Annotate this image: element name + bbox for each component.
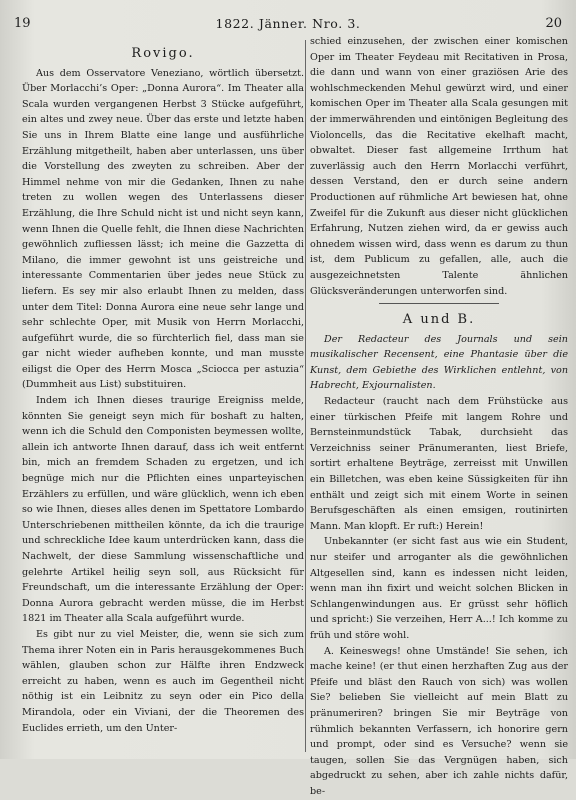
section-divider (379, 303, 499, 304)
right-column (310, 34, 568, 800)
section-heading-rovigo: Rovigo. (131, 46, 195, 61)
dialogue-paragraph: A. Keineswegs! ohne Umstände! Sie sehen, ich mache keine! (er thut einen herzhaften Zug aus der Pfeife und bläst den Rauch von sich) was wollen Sie? belieben Sie vielleicht auf mein Blatt zu pränumeriren? bringen Sie mir Beyträge von rühmlich bekannten Verfassern, ich honorire gern und prompt, oder sind es Versuche? wenn sie taugen, sollen Sie das Vergnügen haben, sich abgedruckt zu sehen, aber ich zahle nichts dafür, be- (310, 645, 568, 797)
left-column (22, 40, 304, 736)
column-divider (305, 40, 306, 752)
page-number-right: 20 (545, 16, 562, 31)
article-paragraph: Es gibt nur zu viel Meister, die, wenn sie sich zum Thema ihrer Noten ein in Paris herausgekommenes Buch wählen, glauben schon zur Hälfte ihren Endzweck erreicht zu haben, wenn es auch im Gegentheil nicht nöthig ist ein Leibnitz zu seyn oder ein Pico della Mirandola, oder ein Viviani, der die Theoremen des Euclides errieth, um den Unter- (22, 628, 304, 734)
dialogue-paragraph: Redacteur (raucht nach dem Frühstücke aus einer türkischen Pfeife mit langem Rohre und Bernsteinmundstück Tabak, durchsieht das Verzeichniss seiner Pränumeranten, liest Briefe, sortirt erhaltene Beyträge, zerreisst mit Unwillen ein Billetchen, was eben keine Süssigkeiten für ihn enthält und zeigt sich mit einem Worte in seinen Berufsgeschäften als einen emsigen, routinirten Mann. Man klopft. Er ruft:) Herein! (310, 396, 568, 532)
issue-header: 1822. Jänner. Nro. 3. (215, 16, 361, 31)
dialogue-paragraph: Unbekannter (er sicht fast aus wie ein Student, nur steifer und arroganter als die gewöhnlichen Altgesellen sind, kann es indessen nicht leiden, wenn man ihn fixirt und weicht solchen Blicken in Schlangenwindungen aus. Er grüsst sehr höflich und spricht:) Sie verzeihen, Herr A...! Ich komme zu früh und störe wohl. (310, 536, 568, 641)
article-intro: Der Redacteur des Journals und sein musikalischer Recensent, eine Phantasie über die Kunst, dem Gebiethe des Wirklichen entlehnt, von Habrecht, Exjournalisten. (310, 333, 568, 392)
article-paragraph-continued: schied einzusehen, der zwischen einer komischen Oper im Theater Feydeau mit Recitativen in Prosa, die dann und wann von einer graziösen Arie des wohlschmeckenden Mehul gewürzt wird, und einer komischen Oper im Theater alla Scala gesungen mit der immerwährenden und eintönigen Begleitung des Violoncells, das die Recitative ekelhaft macht, obwaltet. Dieser fast allgemeine Irrthum hat zuverlässig auch den Herrn Morlacchi verführt, dessen Verstand, den er durch seine andern Productionen auf rühmliche Art bewiesen hat, ohne Zweifel für die Zukunft aus dieser nicht glücklichen Erfahrung, Nutzen ziehen wird, da er gewiss auch ohnedem wissen wird, dass wenn es darum zu thun ist, dem Publicum zu gefallen, alle, auch die ausgezeichnetsten Talente ähnlichen Glücksveränderungen unterworfen sind. (310, 36, 568, 297)
article-paragraph: Aus dem Osservatore Veneziano, wörtlich übersetzt. Über Morlacchi’s Oper: „Donna Aurora“. Im Theater alla Scala wurden vergangenen Herbst 3 Stücke aufgeführt, ein altes und zwey neue. Über das erste und letzte haben Sie uns in Ihrem Blatte eine lange und ausführliche Erzählung mitgetheilt, haben aber unterlassen, uns über die Vorstellung des zweyten zu schreiben. Aber der Himmel nehme von mir die Gedanken, Ihnen zu nahe treten zu wollen wegen des Unterlassens dieser Erzählung, die Ihre Schuld nicht ist und nicht seyn kann, wenn Ihnen die Quelle fehlt, die Ihnen diese Nachrichten gewöhnlich zufliessen lässt; ich meine die Gazzetta di Milano, die immer gewohnt ist uns geistreiche und interessante Commentarien über jedes neue Stück zu liefern. Es sey mir also erlaubt Ihnen zu melden, dass unter dem Titel: Donna Aurora eine neue sehr lange und sehr schlechte Oper, mit Musik von Herrn Morlacchi, aufgeführt wurde, die so fürchterlich fiel, dass man sie gar nicht wieder aufheben konnte, und man musste eiligst die Oper des Herrn Mosca „Sciocca per astuzia“ (Dummheit aus List) substituiren. (22, 67, 304, 391)
article-paragraph: Indem ich Ihnen dieses traurige Ereigniss melde, könnten Sie geneigt seyn mich für boshaft zu halten, wenn ich die Schuld den Componisten beymessen wollte, allein ich antworte Ihnen darauf, dass ich weit entfernt bin, mich an fremdem Schaden zu ergetzen, und ich begnüge mich nur die Pflichten eines unparteyischen Erzählers zu erfüllen, und wäre glücklich, wenn ich eben so wie Ihnen, dieses alles denen im Spettatore Lombardo Unterschriebenen mittheilen könnte, da ich die traurige und schreckliche Idee kaum unterdrücken kann, dass die Nachwelt, der diese Sammlung wissenschaftliche und gelehrte Artikel heilig seyn soll, aus Rücksicht für Freundschaft, um die interessante Erzählung der Oper: Donna Aurora gebracht werden müsse, die im Herbst 1821 im Theater alla Scala aufgeführt wurde. (22, 395, 304, 625)
page-number-left: 19 (14, 16, 31, 31)
section-heading-a-und-b: A und B. (402, 312, 476, 328)
